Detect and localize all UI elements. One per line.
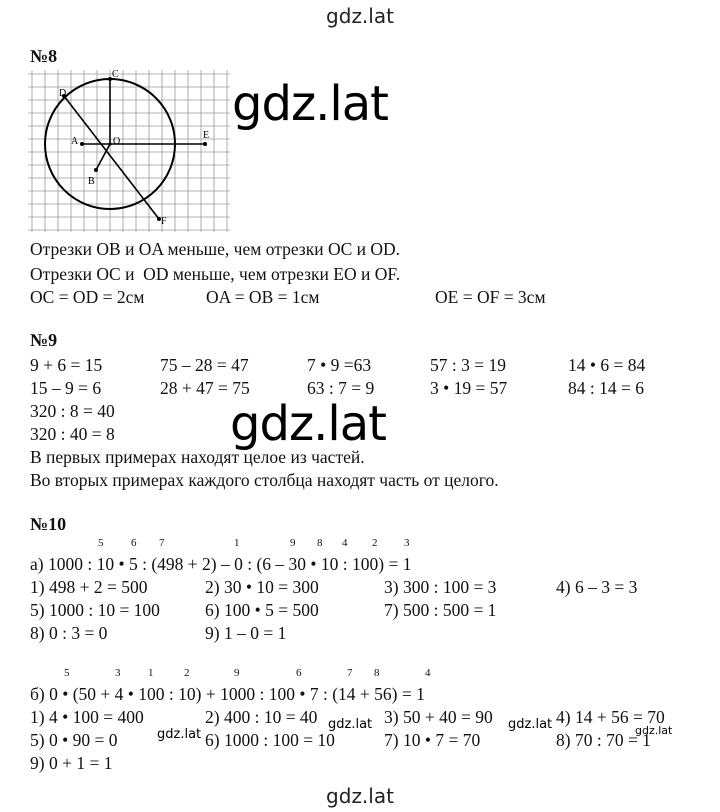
b-order-6: 6 xyxy=(296,667,302,679)
task9-row3: 320 : 8 = 40 xyxy=(30,401,115,421)
b-step-7: 7) 10 • 7 = 70 xyxy=(384,730,481,750)
task9-r2c3: 63 : 7 = 9 xyxy=(307,378,375,398)
b-step-8: 8) 70 : 70 = 1 xyxy=(556,730,651,750)
task9-r2c1: 15 – 9 = 6 xyxy=(30,378,102,398)
a-step-5: 5) 1000 : 10 = 100 xyxy=(30,600,160,620)
point-label-C: C xyxy=(112,69,119,80)
b-order-5: 9 xyxy=(234,667,240,679)
task9-r1c1: 9 + 6 = 15 xyxy=(30,355,103,375)
a-step-3: 3) 300 : 100 = 3 xyxy=(384,577,497,597)
point-label-B: B xyxy=(88,176,95,187)
b-order-1: 5 xyxy=(64,667,70,679)
watermark-small-3: gdz.lat xyxy=(508,717,553,732)
task8-line-2: Отрезки OC и OD меньше, чем отрезки EO и OF. xyxy=(30,264,401,284)
task9-text-1: В первых примерах находят целое из частей. xyxy=(30,447,365,467)
watermark-small-4: gdz.lat xyxy=(635,724,673,737)
b-order-8: 8 xyxy=(374,667,380,679)
a-order-8: 2 xyxy=(372,537,378,549)
b-step-2: 2) 400 : 10 = 40 xyxy=(205,707,318,727)
point-label-O: O xyxy=(113,136,121,147)
a-step-7: 7) 500 : 500 = 1 xyxy=(384,600,497,620)
a-order-4: 1 xyxy=(234,537,240,549)
b-step-5: 5) 0 • 90 = 0 xyxy=(30,730,118,750)
segment-OB xyxy=(96,144,110,170)
a-step-8: 8) 0 : 3 = 0 xyxy=(30,623,108,643)
b-order-2: 3 xyxy=(115,667,121,679)
b-step-6: 6) 1000 : 100 = 10 xyxy=(205,730,335,750)
task8-line-1: Отрезки OB и OA меньше, чем отрезки OC и OD. xyxy=(30,239,401,259)
task9-row4: 320 : 40 = 8 xyxy=(30,424,115,444)
task9-r1c3: 7 • 9 =63 xyxy=(307,355,372,375)
a-step-4: 4) 6 – 3 = 3 xyxy=(556,577,638,597)
task9-r2c5: 84 : 14 = 6 xyxy=(568,378,644,398)
a-step-6: 6) 100 • 5 = 500 xyxy=(205,600,319,620)
task8-eq-2: OA = OB = 1см xyxy=(206,287,320,307)
a-order-3: 7 xyxy=(159,537,165,549)
task8-diagram xyxy=(22,66,232,234)
point-label-D: D xyxy=(59,88,67,99)
b-step-3: 3) 50 + 40 = 90 xyxy=(384,707,493,727)
b-order-9: 4 xyxy=(425,667,431,679)
watermark-small-1: gdz.lat xyxy=(157,727,202,742)
task9-r1c4: 57 : 3 = 19 xyxy=(430,355,506,375)
watermark-bottom: gdz.lat xyxy=(326,784,394,808)
b-order-4: 2 xyxy=(184,667,190,679)
task9-r2c2: 28 + 47 = 75 xyxy=(160,378,250,398)
task8-header: №8 xyxy=(30,46,58,66)
task9-header: №9 xyxy=(30,330,58,350)
watermark-top: gdz.lat xyxy=(326,4,394,28)
watermark-small-2: gdz.lat xyxy=(328,717,373,732)
a-step-9: 9) 1 – 0 = 1 xyxy=(205,623,287,643)
point-label-F: F xyxy=(161,216,167,227)
b-order-3: 1 xyxy=(148,667,154,679)
task8-eq-1: OC = OD = 2см xyxy=(30,287,145,307)
a-order-5: 9 xyxy=(290,537,296,549)
b-expression: б) 0 • (50 + 4 • 100 : 10) + 1000 : 100 • 7 : (14 + 56) = 1 xyxy=(30,684,425,704)
b-step-9: 9) 0 + 1 = 1 xyxy=(30,753,113,773)
a-order-7: 4 xyxy=(342,537,348,549)
b-step-4: 4) 14 + 56 = 70 xyxy=(556,707,665,727)
a-order-2: 6 xyxy=(131,537,137,549)
b-step-1: 1) 4 • 100 = 400 xyxy=(30,707,144,727)
a-order-6: 8 xyxy=(317,537,323,549)
a-expression: а) 1000 : 10 • 5 : (498 + 2) – 0 : (6 – 30 • 10 : 100) = 1 xyxy=(30,554,412,574)
point-label-E: E xyxy=(203,130,210,141)
point-label-A: A xyxy=(71,136,79,147)
task9-text-2: Во вторых примерах каждого столбца находят часть от целого. xyxy=(30,470,499,490)
a-step-1: 1) 498 + 2 = 500 xyxy=(30,577,148,597)
a-order-9: 3 xyxy=(404,537,410,549)
a-order-1: 5 xyxy=(98,537,104,549)
task9-r2c4: 3 • 19 = 57 xyxy=(430,378,508,398)
watermark-center-2: gdz.lat xyxy=(230,396,386,452)
b-order-7: 7 xyxy=(347,667,353,679)
task9-r1c5: 14 • 6 = 84 xyxy=(568,355,646,375)
task9-r1c2: 75 – 28 = 47 xyxy=(160,355,249,375)
watermark-center-1: gdz.lat xyxy=(232,76,388,132)
task8-eq-3: OE = OF = 3см xyxy=(435,287,546,307)
a-step-2: 2) 30 • 10 = 300 xyxy=(205,577,319,597)
task10-header: №10 xyxy=(30,514,67,534)
